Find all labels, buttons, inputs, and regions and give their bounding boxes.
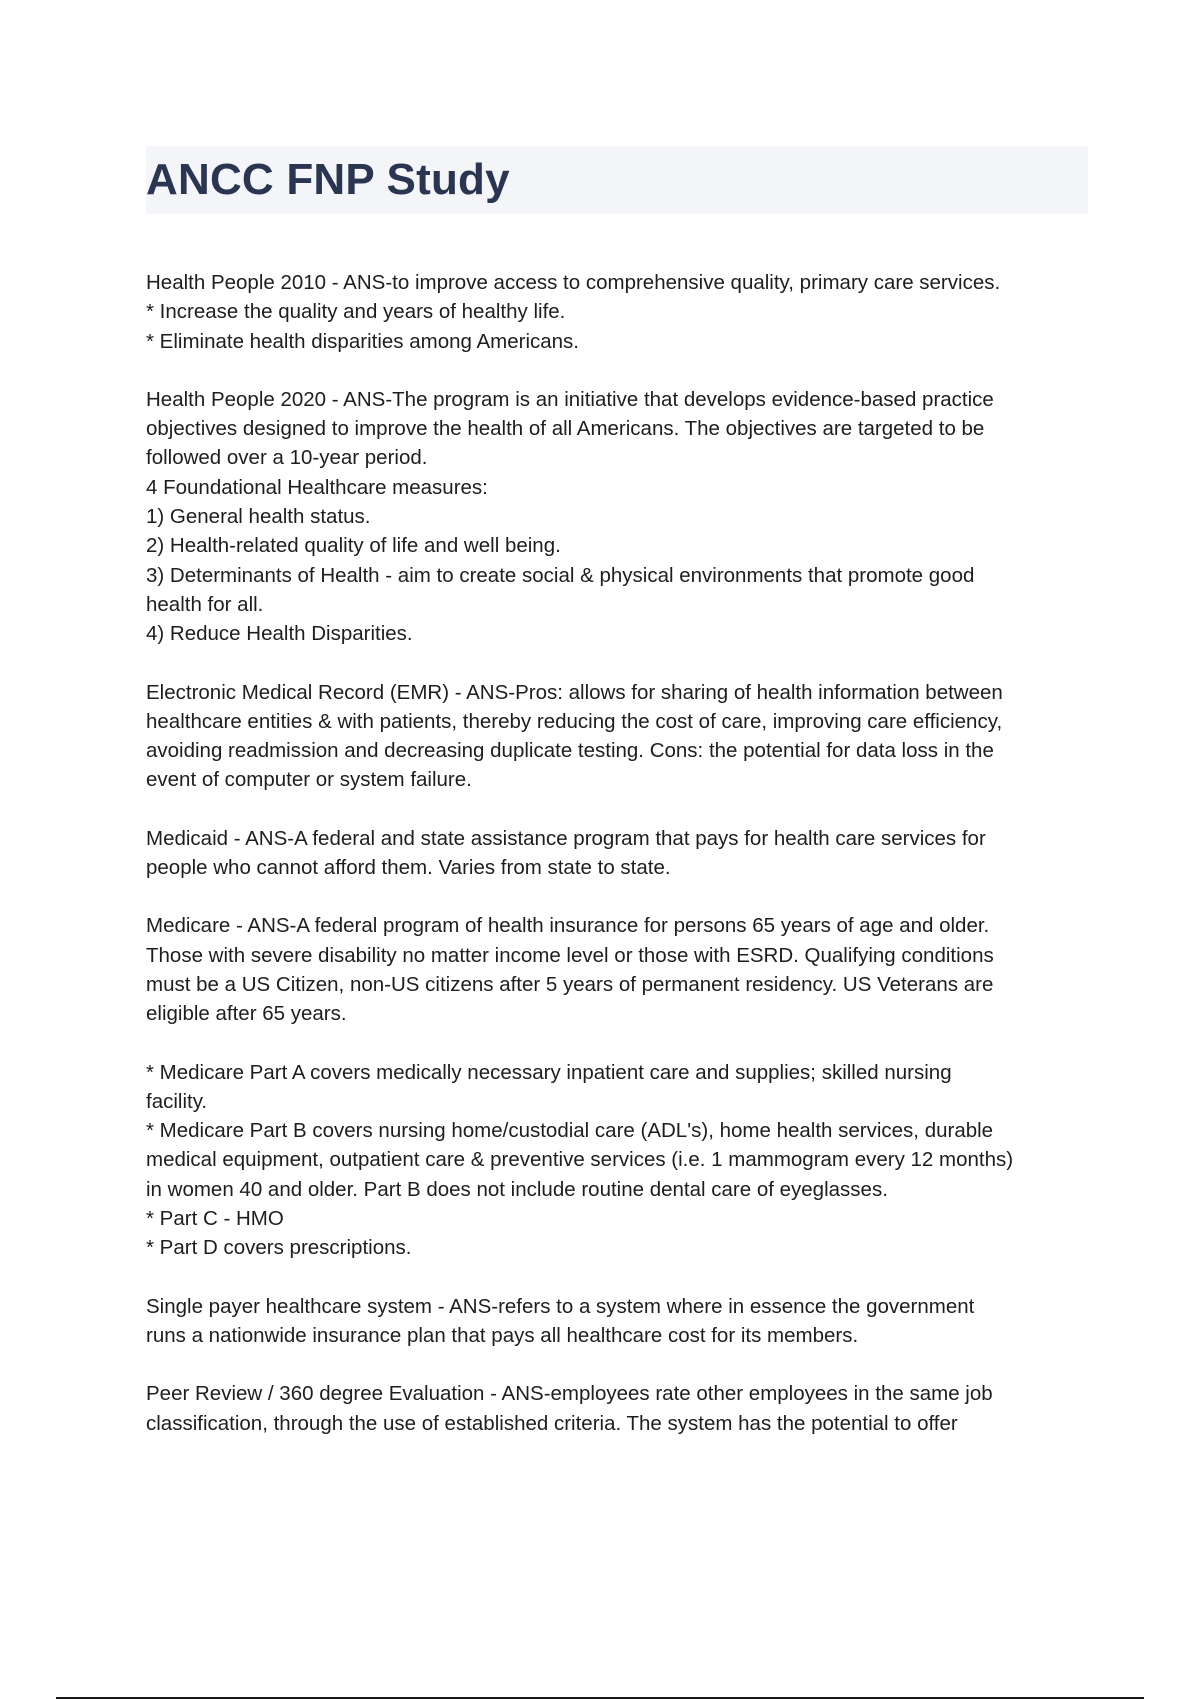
text-line: * Medicare Part A covers medically necessary inpatient care and supplies; skilled nursing: [146, 1060, 952, 1084]
text-line: Peer Review / 360 degree Evaluation - ANS-employees rate other employees in the same job: [146, 1382, 993, 1406]
text-line: Those with severe disability no matter income level or those with ESRD. Qualifying conditions: [146, 943, 994, 967]
text-line: * Medicare Part B covers nursing home/custodial care (ADL's), home health services, durable: [146, 1119, 994, 1143]
text-line: Electronic Medical Record (EMR) - ANS-Pros: allows for sharing of health information between: [146, 680, 1003, 704]
text-line: avoiding readmission and decreasing duplicate testing. Cons: the potential for data loss in the: [146, 739, 994, 763]
text-line: 3) Determinants of Health - aim to create social & physical environments that promote good: [146, 563, 975, 587]
entry-medicare: [146, 911, 1096, 1028]
text-line: followed over a 10-year period.: [146, 446, 428, 470]
text-line: Health People 2020 - ANS-The program is an initiative that develops evidence-based practice: [146, 387, 994, 411]
document-body: [146, 268, 1096, 1467]
text-line: medical equipment, outpatient care & preventive services (i.e. 1 mammogram every 12 months): [146, 1148, 1014, 1172]
entry-healthy-people-2010: [146, 268, 1096, 356]
text-line: runs a nationwide insurance plan that pays all healthcare cost for its members.: [146, 1323, 859, 1347]
title-banner: [146, 146, 1088, 214]
entry-medicare-parts: [146, 1058, 1096, 1263]
page-title: ANCC FNP Study: [146, 155, 510, 204]
text-line: people who cannot afford them. Varies from state to state.: [146, 856, 671, 880]
text-line: 2) Health-related quality of life and well being.: [146, 534, 561, 558]
entry-emr: [146, 678, 1096, 795]
entry-single-payer: [146, 1292, 1096, 1351]
text-line: Health People 2010 - ANS-to improve access to comprehensive quality, primary care services.: [146, 271, 1001, 294]
text-line: Medicare - ANS-A federal program of health insurance for persons 65 years of age and older.: [146, 914, 990, 938]
text-line: healthcare entities & with patients, thereby reducing the cost of care, improving care efficiency,: [146, 709, 1003, 733]
entry-peer-review: [146, 1379, 1096, 1438]
text-line: event of computer or system failure.: [146, 768, 472, 792]
text-line: Medicaid - ANS-A federal and state assistance program that pays for health care services for: [146, 826, 986, 850]
entry-medicaid: [146, 824, 1096, 883]
text-line: * Part C - HMO: [146, 1207, 284, 1231]
text-line: Single payer healthcare system - ANS-refers to a system where in essence the government: [146, 1294, 975, 1318]
text-line: objectives designed to improve the health of all Americans. The objectives are targeted to be: [146, 417, 985, 441]
text-line: 1) General health status.: [146, 505, 371, 529]
text-line: * Eliminate health disparities among Americans.: [146, 329, 579, 353]
text-line: * Increase the quality and years of healthy life.: [146, 300, 566, 324]
text-line: must be a US Citizen, non-US citizens after 5 years of permanent residency. US Veterans are: [146, 972, 994, 996]
text-line: health for all.: [146, 592, 264, 616]
text-line: facility.: [146, 1089, 208, 1113]
text-line: 4) Reduce Health Disparities.: [146, 622, 413, 646]
text-line: classification, through the use of established criteria. The system has the potential to offer: [146, 1411, 958, 1435]
text-line: eligible after 65 years.: [146, 1002, 347, 1026]
entry-healthy-people-2020: [146, 385, 1096, 649]
text-line: 4 Foundational Healthcare measures:: [146, 475, 488, 499]
footer-divider: [56, 1697, 1144, 1699]
text-line: * Part D covers prescriptions.: [146, 1236, 412, 1260]
text-line: in women 40 and older. Part B does not include routine dental care of eyeglasses.: [146, 1177, 888, 1201]
